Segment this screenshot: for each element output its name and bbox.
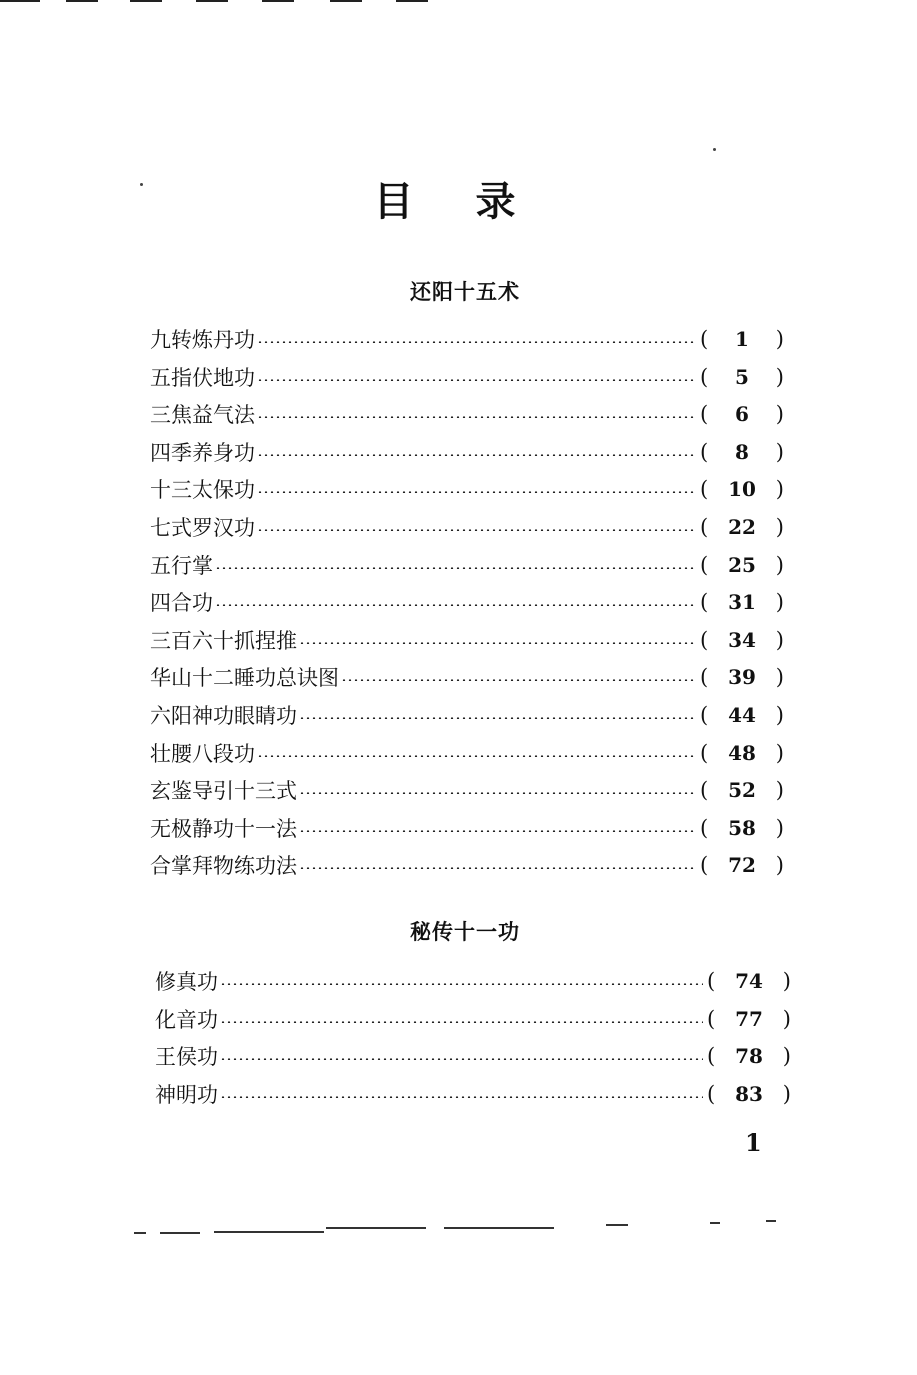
dot-leader bbox=[220, 1096, 703, 1098]
scan-edge-mark bbox=[0, 0, 40, 2]
toc-entry bbox=[150, 322, 784, 356]
page-title: 目录 bbox=[373, 178, 578, 225]
close-paren: ) bbox=[782, 969, 791, 993]
dot-leader bbox=[257, 491, 696, 493]
close-paren: ) bbox=[775, 665, 784, 690]
toc-entry-title: 华山十二睡功总诀图 bbox=[150, 666, 339, 691]
scan-line bbox=[160, 1232, 200, 1234]
open-paren: ( bbox=[700, 552, 709, 577]
scan-line bbox=[326, 1227, 426, 1229]
toc-entry-page: 5 bbox=[735, 364, 749, 389]
scan-edge-mark bbox=[262, 0, 294, 2]
toc-entry-page: 52 bbox=[728, 778, 756, 803]
dot-leader bbox=[215, 604, 696, 606]
page-number: 1 bbox=[745, 1128, 762, 1157]
toc-entry bbox=[150, 510, 784, 544]
toc-entry bbox=[150, 360, 784, 394]
open-paren: ( bbox=[700, 627, 709, 652]
toc-entry-page: 25 bbox=[728, 552, 756, 577]
dot-leader bbox=[299, 830, 696, 832]
dot-leader bbox=[299, 642, 696, 644]
close-paren: ) bbox=[775, 439, 784, 464]
toc-entry-title: 五指伏地功 bbox=[150, 365, 255, 390]
scan-edge-mark bbox=[330, 0, 362, 2]
dot-leader bbox=[257, 379, 696, 381]
toc-entry bbox=[150, 848, 784, 882]
open-paren: ( bbox=[707, 1044, 716, 1068]
toc-entry-page: 1 bbox=[735, 327, 749, 351]
toc-entry bbox=[155, 1077, 791, 1111]
scan-edge-mark bbox=[196, 0, 228, 2]
toc-entry-page: 34 bbox=[728, 627, 756, 652]
toc-entry-page: 10 bbox=[728, 477, 756, 502]
toc-entry-page: 74 bbox=[735, 969, 763, 993]
close-paren: ) bbox=[782, 1044, 791, 1068]
toc-entry-page: 6 bbox=[735, 402, 749, 427]
dot-leader bbox=[220, 1021, 703, 1023]
scan-edge-mark bbox=[66, 0, 98, 2]
open-paren: ( bbox=[700, 740, 709, 765]
scan-edge-mark bbox=[396, 0, 428, 2]
open-paren: ( bbox=[700, 665, 709, 690]
toc-entry-title: 五行掌 bbox=[150, 553, 213, 578]
scan-edge-mark bbox=[130, 0, 162, 2]
toc-entry-page: 78 bbox=[735, 1044, 763, 1068]
dot-leader bbox=[215, 567, 696, 569]
scan-line bbox=[214, 1231, 324, 1233]
close-paren: ) bbox=[775, 740, 784, 765]
toc-entry-title: 修真功 bbox=[155, 970, 218, 994]
toc-entry-title: 无极静功十一法 bbox=[150, 816, 297, 841]
dot-leader bbox=[257, 529, 696, 531]
close-paren: ) bbox=[775, 853, 784, 878]
toc-entry bbox=[150, 811, 784, 845]
close-paren: ) bbox=[775, 703, 784, 727]
open-paren: ( bbox=[700, 590, 709, 615]
scan-line bbox=[134, 1232, 146, 1234]
toc-entry-title: 三百六十抓捏推 bbox=[150, 628, 297, 653]
close-paren: ) bbox=[782, 1006, 791, 1031]
open-paren: ( bbox=[700, 477, 709, 502]
toc-entry bbox=[150, 623, 784, 657]
toc-entry-page: 48 bbox=[728, 740, 756, 765]
dot-leader bbox=[299, 717, 696, 719]
toc-entry-title: 玄鉴导引十三式 bbox=[150, 779, 297, 804]
open-paren: ( bbox=[707, 1006, 716, 1031]
toc-entry-page: 39 bbox=[728, 665, 756, 690]
toc-entry-title: 十三太保功 bbox=[150, 478, 255, 503]
open-paren: ( bbox=[707, 969, 716, 993]
dot-leader bbox=[257, 755, 696, 757]
toc-entry bbox=[155, 964, 791, 998]
close-paren: ) bbox=[782, 1081, 791, 1106]
open-paren: ( bbox=[700, 402, 709, 427]
open-paren: ( bbox=[700, 364, 709, 389]
toc-entry bbox=[150, 548, 784, 582]
toc-entry bbox=[155, 1039, 791, 1073]
toc-entry-page: 83 bbox=[735, 1081, 763, 1106]
toc-entry-title: 四合功 bbox=[150, 591, 213, 616]
dot-leader bbox=[257, 454, 696, 456]
toc-entry-page: 22 bbox=[728, 515, 756, 539]
close-paren: ) bbox=[775, 552, 784, 577]
toc-entry-page: 72 bbox=[728, 853, 756, 878]
toc-entry bbox=[150, 585, 784, 619]
toc-entry-title: 六阳神功眼睛功 bbox=[150, 704, 297, 728]
toc-entry-page: 31 bbox=[728, 590, 756, 615]
toc-entry-title: 四季养身功 bbox=[150, 440, 255, 465]
toc-entry-page: 8 bbox=[735, 439, 749, 464]
dot-leader bbox=[299, 867, 696, 869]
toc-entry-title: 神明功 bbox=[155, 1082, 218, 1107]
toc-entry-title: 三焦益气法 bbox=[150, 403, 255, 428]
scan-line bbox=[606, 1224, 628, 1226]
toc-entry bbox=[150, 472, 784, 506]
scan-speck bbox=[713, 148, 716, 151]
dot-leader bbox=[299, 792, 696, 794]
toc-entry bbox=[150, 397, 784, 431]
open-paren: ( bbox=[707, 1081, 716, 1106]
toc-entry bbox=[150, 435, 784, 469]
section-heading: 秘传十一功 bbox=[410, 919, 520, 944]
scan-line bbox=[444, 1227, 554, 1229]
close-paren: ) bbox=[775, 327, 784, 351]
toc-entry bbox=[150, 773, 784, 807]
dot-leader bbox=[220, 983, 703, 985]
toc-entry bbox=[150, 736, 784, 770]
open-paren: ( bbox=[700, 327, 709, 351]
close-paren: ) bbox=[775, 515, 784, 539]
close-paren: ) bbox=[775, 778, 784, 803]
toc-entry-title: 王侯功 bbox=[155, 1045, 218, 1069]
close-paren: ) bbox=[775, 590, 784, 615]
close-paren: ) bbox=[775, 815, 784, 840]
toc-entry-page: 44 bbox=[728, 703, 756, 727]
toc-entry-title: 化音功 bbox=[155, 1007, 218, 1032]
toc-entry-page: 77 bbox=[735, 1006, 763, 1031]
dot-leader bbox=[257, 416, 696, 418]
open-paren: ( bbox=[700, 853, 709, 878]
scan-line bbox=[766, 1220, 776, 1222]
dot-leader bbox=[341, 679, 696, 681]
open-paren: ( bbox=[700, 439, 709, 464]
section-heading: 还阳十五术 bbox=[410, 279, 520, 304]
toc-entry-title: 九转炼丹功 bbox=[150, 328, 255, 352]
toc-entry bbox=[150, 698, 784, 732]
close-paren: ) bbox=[775, 477, 784, 502]
toc-entry-title: 七式罗汉功 bbox=[150, 516, 255, 540]
open-paren: ( bbox=[700, 515, 709, 539]
open-paren: ( bbox=[700, 815, 709, 840]
toc-entry-title: 合掌拜物练功法 bbox=[150, 854, 297, 879]
scan-line bbox=[710, 1222, 720, 1224]
dot-leader bbox=[257, 341, 696, 343]
close-paren: ) bbox=[775, 364, 784, 389]
open-paren: ( bbox=[700, 703, 709, 727]
toc-entry-page: 58 bbox=[728, 815, 756, 840]
close-paren: ) bbox=[775, 627, 784, 652]
open-paren: ( bbox=[700, 778, 709, 803]
toc-entry bbox=[155, 1002, 791, 1036]
close-paren: ) bbox=[775, 402, 784, 427]
toc-entry-title: 壮腰八段功 bbox=[150, 741, 255, 766]
dot-leader bbox=[220, 1058, 703, 1060]
toc-entry bbox=[150, 660, 784, 694]
